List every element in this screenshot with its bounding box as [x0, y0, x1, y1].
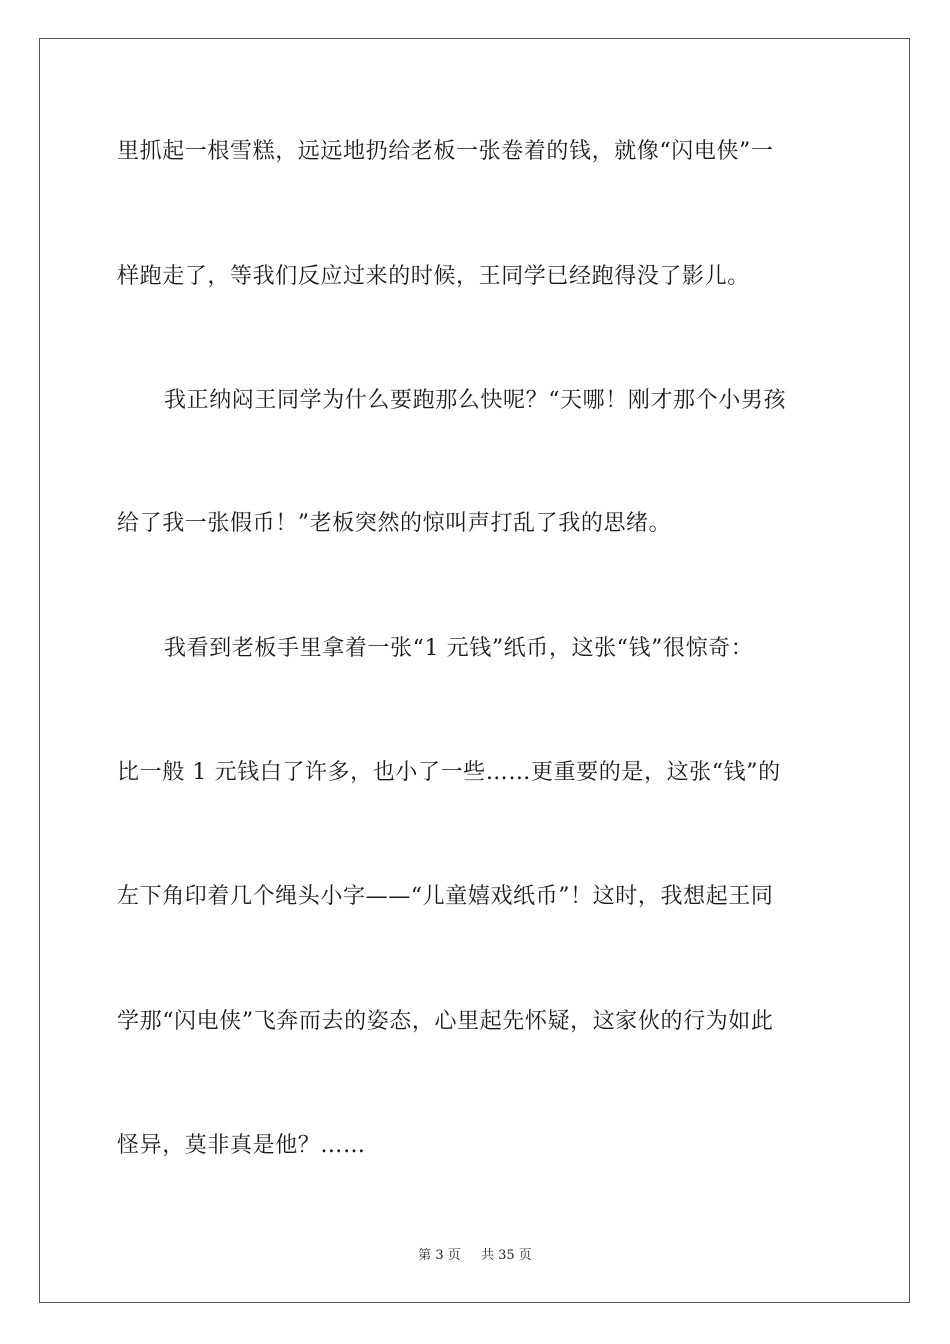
- total-pages: 共 35 页: [480, 1248, 532, 1263]
- text-line-6: 比一般 1 元钱白了许多，也小了一些……更重要的是，这张“钱”的: [117, 760, 781, 785]
- text-line-7: 左下角印着几个绳头小字——“儿童嬉戏纸币”！这时，我想起王同: [117, 884, 774, 909]
- text-line-4: 给了我一张假币！”老板突然的惊叫声打乱了我的思绪。: [117, 511, 672, 536]
- text-line-8: 学那“闪电侠”飞奔而去的姿态，心里起先怀疑，这家伙的行为如此: [117, 1009, 774, 1034]
- text-line-3: 我正纳闷王同学为什么要跑那么快呢？“天哪！刚才那个小男孩: [164, 388, 787, 413]
- page-border: [39, 38, 910, 1303]
- text-line-2: 样跑走了，等我们反应过来的时候，王同学已经跑得没了影儿。: [117, 264, 750, 289]
- text-line-9: 怪异，莫非真是他？……: [117, 1133, 366, 1158]
- page-number: 第 3 页: [418, 1248, 461, 1263]
- text-line-5: 我看到老板手里拿着一张“1 元钱”纸币，这张“钱”很惊奇：: [164, 636, 754, 661]
- text-line-1: 里抓起一根雪糕，远远地扔给老板一张卷着的钱，就像“闪电侠”一: [117, 139, 774, 164]
- page-footer: [0, 1247, 950, 1265]
